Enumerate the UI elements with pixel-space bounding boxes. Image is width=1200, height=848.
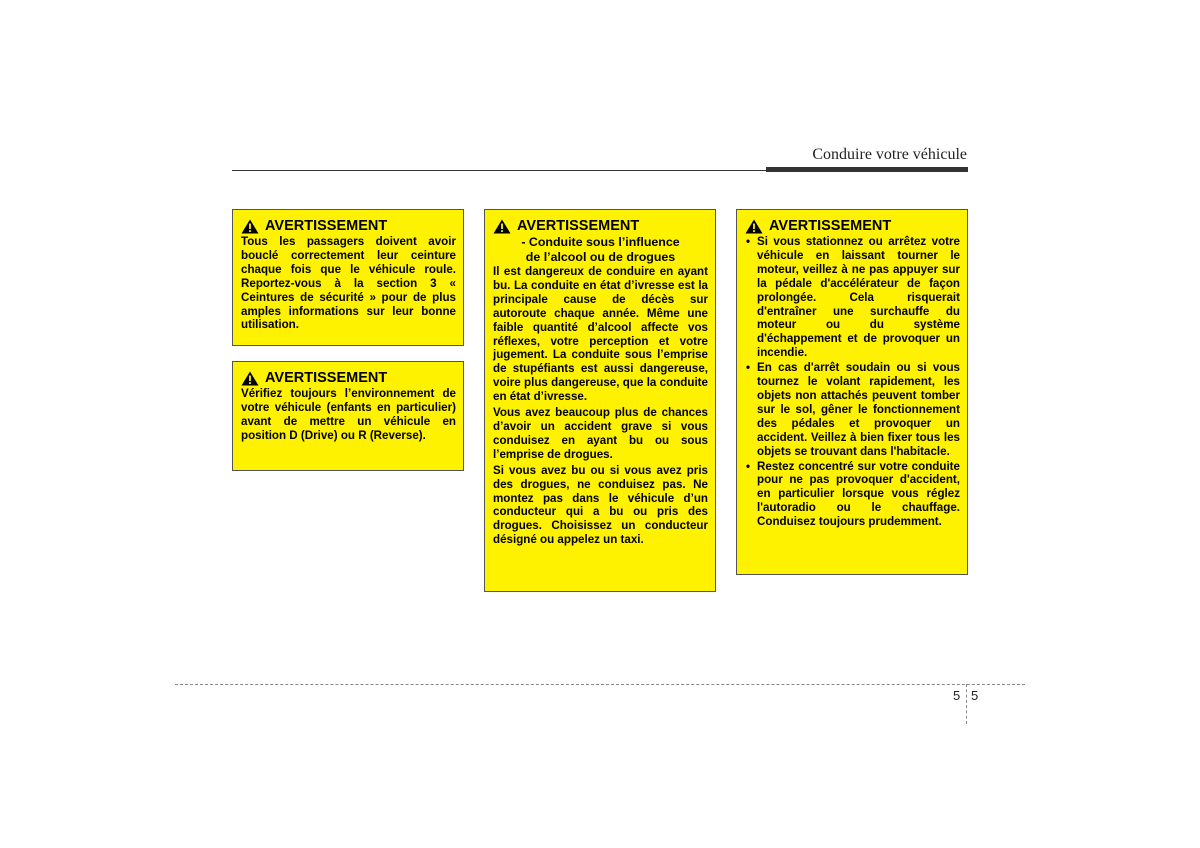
warning-heading-text: AVERTISSEMENT <box>265 218 388 234</box>
warning-heading <box>745 218 960 234</box>
page-number: 5 <box>971 688 979 703</box>
header-rule <box>232 170 766 171</box>
warning-box-idling-driving <box>736 209 968 575</box>
warning-heading-text: AVERTISSEMENT <box>517 218 640 234</box>
bullet-text: Si vous stationnez ou arrêtez votre véhicule en laissant tourner le moteur, veillez à ne pas appuyer sur la pédale d'accélérateur de façon prolongée. Cela risquerait d'entraîner une surchauffe du moteur ou du système d'échappement et de provoquer un incendie. <box>757 235 960 360</box>
chapter-number: 5 <box>953 688 961 703</box>
bullet-marker: • <box>746 235 751 248</box>
warning-heading-text: AVERTISSEMENT <box>769 218 892 234</box>
warning-subtitle-line: - Conduite sous l’influence <box>521 235 680 249</box>
warning-heading <box>493 218 708 234</box>
warning-paragraph: Il est dangereux de conduire en ayant bu. La conduite en état d’ivresse est la principale cause de décès sur autoroute chaque année. Même une faible quantité d’alcool affecte vos réflexes, votre perception et votre jugement. La conduite sous l’emprise de stupéfiants est aussi dangereuse, voire plus dangereuse, que la conduite en état d’ivresse. <box>493 265 708 404</box>
warning-box-surroundings <box>232 361 464 471</box>
warning-triangle-icon <box>241 219 259 234</box>
warning-box-alcohol-drugs <box>484 209 716 592</box>
bullet-text: Restez concentré sur votre conduite pour ne pas provoquer d'accident, en particulier lorsque vous réglez l'autoradio ou le chauffage. Conduisez toujours prudemment. <box>757 459 960 529</box>
warning-box-seatbelts <box>232 209 464 346</box>
warning-paragraph: Si vous avez bu ou si vous avez pris des drogues, ne conduisez pas. Ne montez pas dans le véhicule d’un conducteur qui a bu ou pris des drogues. Choisissez un conducteur désigné ou appelez un taxi. <box>493 463 708 547</box>
warning-heading <box>241 370 456 386</box>
chapter-title: Conduire votre véhicule <box>812 146 967 163</box>
header-rule-accent <box>766 167 968 172</box>
footer-divider <box>966 684 967 724</box>
list-item <box>745 361 960 458</box>
warning-bullet-list <box>745 235 960 529</box>
warning-paragraph: Vous avez beaucoup plus de chances d’avoir un accident grave si vous conduisez en ayant bu ou sous l’emprise de drogues. <box>493 406 708 461</box>
warning-heading-text: AVERTISSEMENT <box>265 370 388 386</box>
warning-heading <box>241 218 456 234</box>
bullet-marker: • <box>746 361 751 375</box>
warning-subtitle-line: de l’alcool ou de drogues <box>525 249 676 264</box>
warning-triangle-icon <box>493 219 511 234</box>
warning-text: Tous les passagers doivent avoir bouclé correctement leur ceinture chaque fois que le véhicule roule. Reportez-vous à la section 3 « Ceintures de sécurité » pour de plus amples informations sur leur bonne utilisation. <box>241 235 456 332</box>
list-item <box>745 235 960 360</box>
warning-text: Vérifiez toujours l’environnement de votre véhicule (enfants en particulier) avant de mettre un véhicule en position D (Drive) ou R (Reverse). <box>241 387 456 442</box>
warning-subtitle <box>493 235 708 264</box>
list-item <box>745 460 960 530</box>
footer-rule <box>175 684 1025 685</box>
bullet-marker: • <box>746 459 751 473</box>
warning-triangle-icon <box>241 371 259 386</box>
warning-triangle-icon <box>745 219 763 234</box>
bullet-text: En cas d'arrêt soudain ou si vous tournez le volant rapidement, les objets non attachés peuvent tomber sur le sol, gêner le fonctionnement des pédales et provoquer un accident. Veillez à bien fixer tous les objets se trouvant dans l'habitacle. <box>757 361 960 458</box>
